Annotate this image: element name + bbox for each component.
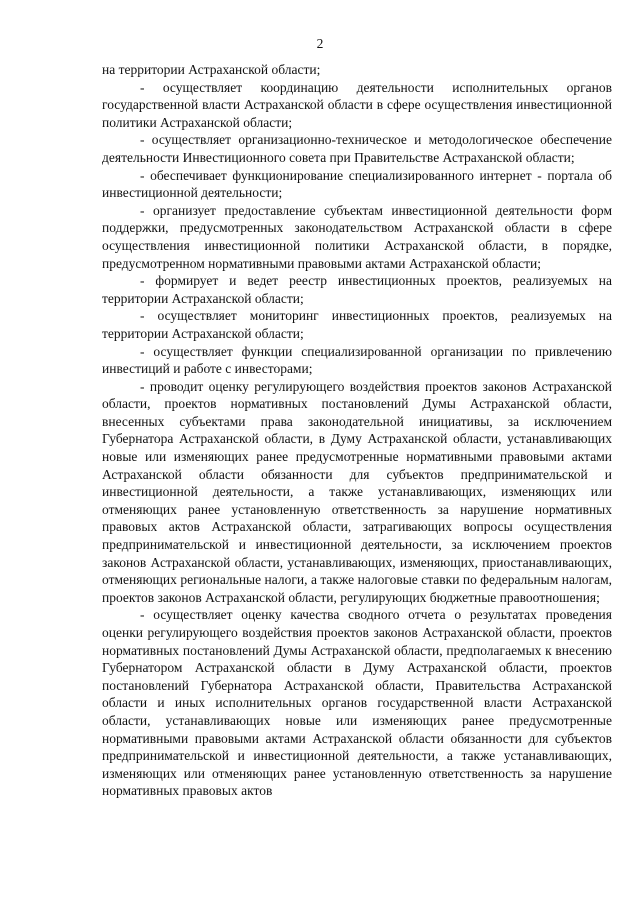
paragraph: - обеспечивает функционирование специализированного интернет - портала об инвестиционной деятельности; bbox=[102, 167, 612, 201]
page-number: 2 bbox=[316, 36, 324, 51]
paragraph: - осуществляет оценку качества сводного отчета о результатах проведения оценки регулирующего воздействия проектов законов Астраханской области, проектов нормативных постановлений Думы Астраханской области, предполагаемых к внесению Губернатором Астраханской области в Думу Астраханской области, проектов постановлений Губернатора Астраханской области, Правительства Астраханской области и иных исполнительных органов государственной власти Астраханской области, устанавливающих новые или изменяющих ранее предусмотренные нормативными правовыми актами Астраханской области обязанности для субъектов предпринимательской и инвестиционной деятельности, а также устанавливающих, изменяющих или отменяющих ранее установленную ответственность за нарушение нормативных правовых актов bbox=[102, 607, 612, 799]
document-body bbox=[102, 61, 612, 800]
paragraph: - осуществляет координацию деятельности исполнительных органов государственной власти Астраханской области в сфере осуществления инвестиционной политики Астраханской области; bbox=[102, 79, 612, 130]
paragraph: - формирует и ведет реестр инвестиционных проектов, реализуемых на территории Астраханской области; bbox=[102, 273, 612, 306]
paragraph: - проводит оценку регулирующего воздействия проектов законов Астраханской области, проектов нормативных постановлений Думы Астраханской области, внесенных субъектами права законодательной инициативы, за исключением Губернатора Астраханской области, в Думу Астраханской области, устанавливающих новые или изменяющих ранее предусмотренные нормативными правовыми актами Астраханской области обязанности для субъектов предпринимательской и инвестиционной деятельности, а также устанавливающих, изменяющих или отменяющих ранее установленную ответственность за нарушение нормативных правовых актов Астраханской области, затрагивающих вопросы осуществления предпринимательской и инвестиционной деятельности, за исключением проектов законов Астраханской области, устанавливающих, изменяющих, приостанавливающих, отменяющих региональные налоги, а также налоговые ставки по федеральным налогам, проектов законов Астраханской области, регулирующих бюджетные правоотношения; bbox=[102, 378, 612, 605]
paragraph: - осуществляет функции специализированной организации по привлечению инвестиций и работе с инвесторами; bbox=[102, 343, 612, 377]
paragraph: - осуществляет мониторинг инвестиционных проектов, реализуемых на территории Астраханской области; bbox=[102, 308, 612, 341]
paragraph: на территории Астраханской области; bbox=[102, 62, 321, 77]
paragraph: - организует предоставление субъектам инвестиционной деятельности форм поддержки, предусмотренных законодательством Астраханской области в сфере осуществления инвестиционной политики Астраханской области, в порядке, предусмотренном нормативными правовыми актами Астраханской области; bbox=[102, 202, 612, 271]
paragraph: - осуществляет организационно-техническое и методологическое обеспечение деятельности Инвестиционного совета при Правительстве Астраханской области; bbox=[102, 132, 612, 165]
